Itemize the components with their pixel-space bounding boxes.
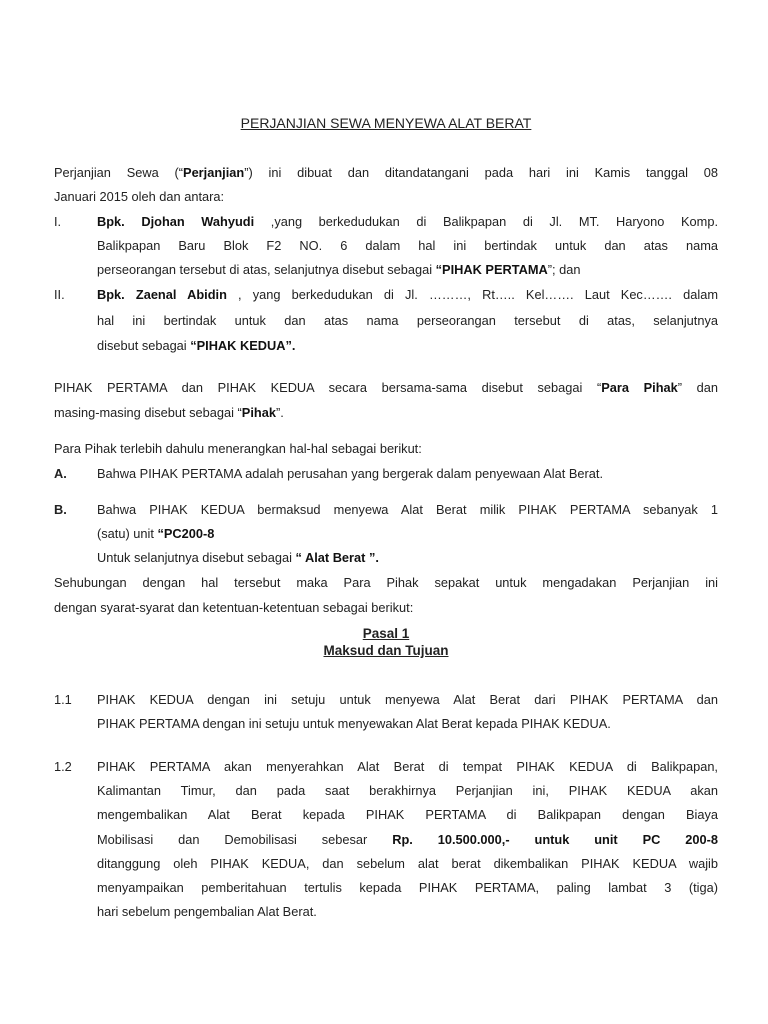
text-line bbox=[54, 378, 718, 398]
list-marker: II. bbox=[54, 287, 65, 302]
text: hari sebelum pengembalian Alat Berat. bbox=[97, 904, 317, 919]
text-line bbox=[97, 690, 718, 710]
text: PIHAK PERTAMA dan PIHAK KEDUA secara bersama-sama disebut sebagai “ bbox=[54, 380, 602, 395]
text: ”; dan bbox=[547, 262, 581, 277]
text: menyampaikan pemberitahuan tertulis kepada PIHAK PERTAMA, paling lambat 3 (tiga) bbox=[97, 880, 718, 895]
text-line bbox=[97, 285, 718, 305]
bold-text: Rp. 10.500.000,- untuk unit PC 200-8 bbox=[392, 832, 718, 847]
text-line bbox=[54, 598, 718, 618]
text-line bbox=[97, 854, 718, 874]
text: PIHAK PERTAMA dengan ini setuju untuk menyewakan Alat Berat kepada PIHAK KEDUA. bbox=[97, 716, 611, 731]
text: PIHAK PERTAMA akan menyerahkan Alat Berat di tempat PIHAK KEDUA di Balikpapan, bbox=[97, 759, 718, 774]
document-title: PERJANJIAN SEWA MENYEWA ALAT BERAT bbox=[240, 115, 532, 131]
bold-text: “PC200-8 bbox=[157, 526, 215, 541]
text: (satu) unit bbox=[97, 526, 158, 541]
pasal-number: Pasal 1 bbox=[362, 626, 410, 641]
list-marker: I. bbox=[54, 214, 62, 229]
text: ,yang berkedudukan di Balikpapan di Jl. MT. Haryono Komp. bbox=[254, 214, 718, 229]
bold-text: “PIHAK KEDUA”. bbox=[190, 338, 296, 353]
bold-text: Para Pihak bbox=[601, 380, 678, 395]
text: , yang berkedudukan di Jl. ………, Rt….. Kel……. Laut Kec……. dalam bbox=[226, 287, 718, 302]
text-line bbox=[54, 573, 718, 593]
text-line bbox=[97, 781, 718, 801]
text: Perjanjian Sewa (“ bbox=[54, 165, 184, 180]
text: PIHAK KEDUA dengan ini setuju untuk menyewa Alat Berat dari PIHAK PERTAMA dan bbox=[97, 692, 718, 707]
text-line bbox=[97, 311, 718, 331]
text: Bahwa PIHAK KEDUA bermaksud menyewa Alat Berat milik PIHAK PERTAMA sebanyak 1 bbox=[97, 502, 718, 517]
text: ditanggung oleh PIHAK KEDUA, dan sebelum alat berat dikembalikan PIHAK KEDUA wajib bbox=[97, 856, 718, 871]
pasal-heading: Maksud dan Tujuan bbox=[323, 643, 449, 658]
text: Mobilisasi dan Demobilisasi sebesar bbox=[97, 832, 393, 847]
text: mengembalikan Alat Berat kepada PIHAK PERTAMA di Balikpapan dengan Biaya bbox=[97, 807, 718, 822]
text-line bbox=[97, 714, 718, 734]
text-line bbox=[97, 830, 718, 850]
text-line bbox=[97, 902, 718, 922]
text: Untuk selanjutnya disebut sebagai bbox=[97, 550, 296, 565]
text: Bahwa PIHAK PERTAMA adalah perusahan yang bergerak dalam penyewaan Alat Berat. bbox=[97, 466, 604, 481]
text: hal ini bertindak untuk dan atas nama perseorangan tersebut di atas, selanjutnya bbox=[97, 313, 718, 328]
bold-text: Bpk. Zaenal Abidin bbox=[97, 287, 227, 302]
bold-text: Bpk. Djohan Wahyudi bbox=[97, 214, 255, 229]
bold-text: Perjanjian bbox=[183, 165, 245, 180]
text: ”) ini dibuat dan ditandatangani pada hari ini Kamis tanggal 08 bbox=[244, 165, 718, 180]
text-line bbox=[54, 439, 718, 459]
text-line bbox=[97, 212, 718, 232]
text: Januari 2015 oleh dan antara: bbox=[54, 189, 225, 204]
text: ” dan bbox=[677, 380, 718, 395]
list-marker: 1.2 bbox=[54, 759, 72, 774]
text: Para Pihak terlebih dahulu menerangkan hal-hal sebagai berikut: bbox=[54, 441, 422, 456]
text-line bbox=[97, 878, 718, 898]
text: Sehubungan dengan hal tersebut maka Para Pihak sepakat untuk mengadakan Perjanjian ini bbox=[54, 575, 718, 590]
text-line bbox=[54, 187, 718, 207]
text-line bbox=[97, 524, 718, 544]
text: perseorangan tersebut di atas, selanjutnya disebut sebagai bbox=[97, 262, 436, 277]
bold-text: Pihak bbox=[241, 405, 276, 420]
text-line bbox=[97, 236, 718, 256]
list-marker: 1.1 bbox=[54, 692, 72, 707]
text-line bbox=[97, 757, 718, 777]
text: dengan syarat-syarat dan ketentuan-ketentuan sebagai berikut: bbox=[54, 600, 414, 615]
list-marker: B. bbox=[54, 502, 67, 517]
text-line bbox=[97, 548, 718, 568]
bold-text: “ Alat Berat ”. bbox=[295, 550, 379, 565]
text-line bbox=[54, 403, 718, 423]
text-line bbox=[54, 163, 718, 183]
text: masing-masing disebut sebagai “ bbox=[54, 405, 242, 420]
text-line bbox=[97, 500, 718, 520]
text: Balikpapan Baru Blok F2 NO. 6 dalam hal ini bertindak untuk dan atas nama bbox=[97, 238, 718, 253]
text-line bbox=[97, 464, 718, 484]
text: Kalimantan Timur, dan pada saat berakhirnya Perjanjian ini, PIHAK KEDUA akan bbox=[97, 783, 718, 798]
bold-text: “PIHAK PERTAMA bbox=[435, 262, 548, 277]
text: ”. bbox=[275, 405, 284, 420]
text-line bbox=[97, 336, 718, 356]
text-line bbox=[97, 260, 718, 280]
text: disebut sebagai bbox=[97, 338, 191, 353]
list-marker: A. bbox=[54, 466, 67, 481]
text-line bbox=[97, 805, 718, 825]
